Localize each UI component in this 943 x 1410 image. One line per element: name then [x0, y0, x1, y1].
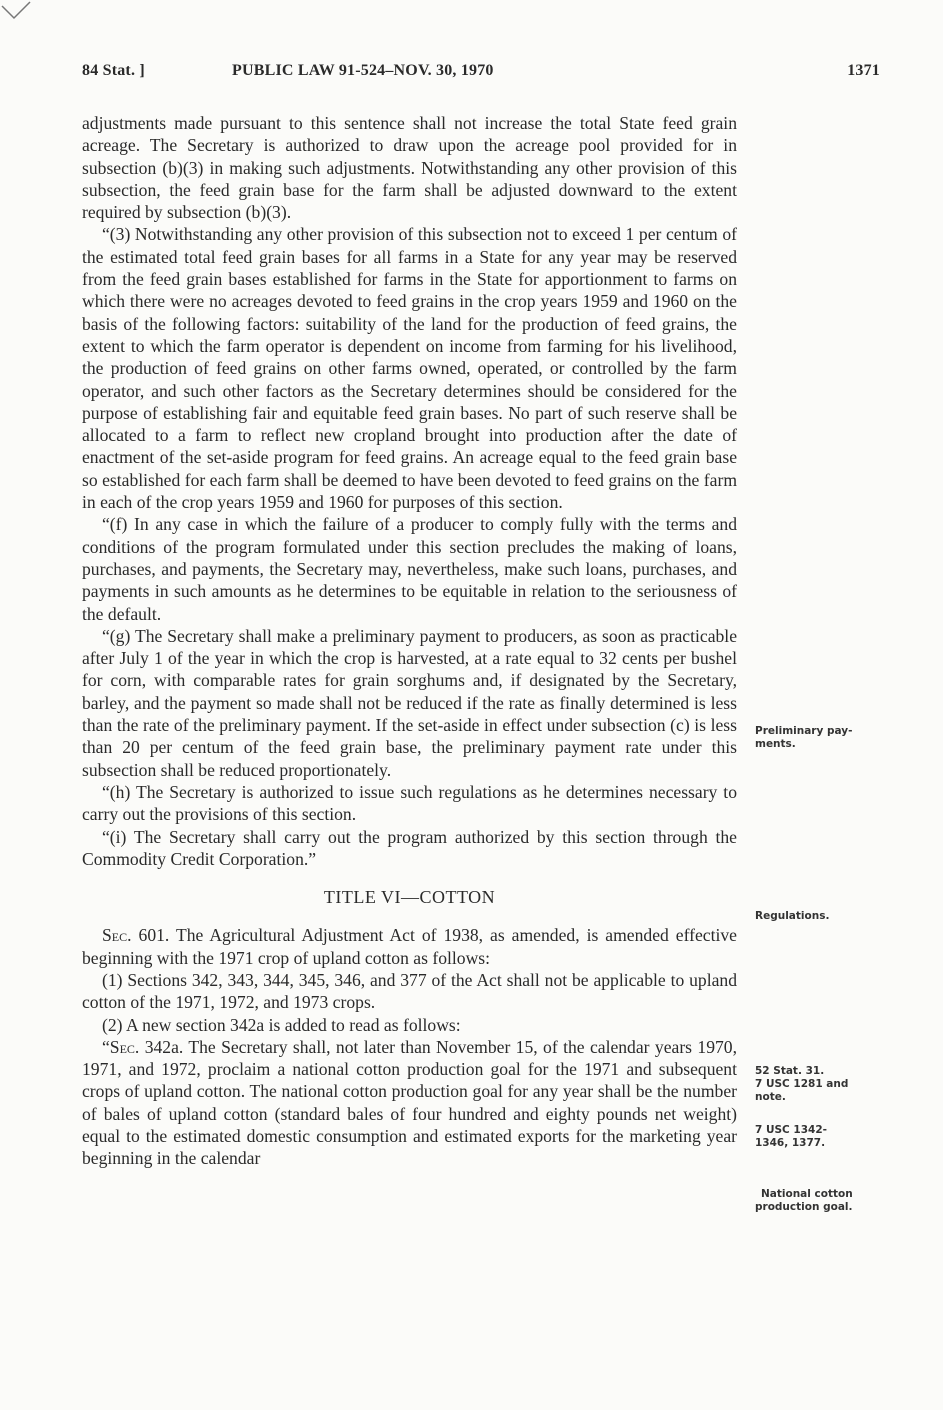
margin-note-usc — [755, 1124, 883, 1150]
paragraph-h: “(h) The Secretary is authorized to issue such regulations as he determines necessary to carry out the provisions of this section. — [82, 781, 737, 825]
margin-note-line: National cotton — [761, 1188, 853, 1200]
margin-note-line: note. — [755, 1091, 786, 1103]
corner-mark — [0, 0, 40, 40]
paragraph-sec-601 — [82, 924, 737, 969]
paragraph-3: “(3) Notwithstanding any other provision of this subsection not to exceed 1 per centum of the estimated total feed grain bases for all farms in a State for any year may be reserved from the feed grain bases established for farms in the State for apportionment to farms on which there were no acreages devoted to feed grains in the crop years 1959 and 1960 on the basis of the following factors: suitability of the land for the production of feed grains, the extent to which the farm operator is dependent on income from farming for his livelihood, the production of feed grains on other farms owned, operated, or controlled by the farm operator, and such other factors as the Secretary determines should be considered for the purpose of establishing fair and equitable feed grain bases. No part of such reserve shall be allocated to a farm to reflect new cropland brought into production after the date of enactment of the set-aside program for feed grains. An acreage equal to the feed grain base so established for each farm shall be deemed to have been devoted to feed grains on the farm in each of the crop years 1959 and 1960 for purposes of this section. — [82, 224, 737, 513]
margin-note-line: 52 Stat. 31. — [755, 1065, 825, 1077]
margin-note-preliminary-payments — [755, 725, 883, 751]
page-header — [82, 62, 880, 88]
margin-note-line: production goal. — [755, 1201, 853, 1213]
margin-note-line: Preliminary pay- — [755, 725, 853, 737]
sec-342a-text: 342a. The Secretary shall, not later than November 15, of the calendar years 1970, 1971, and 1972, proclaim a national cotton production goal for the 1971 and subsequent crops of upland cotton. The national cotton production goal for any year shall be the number of bales of upland cotton (standard bales of four hundred and eighty pounds net weight) equal to the estimated domestic consumption and estimated exports for the marketing year beginning in the calendar — [82, 1036, 737, 1169]
paragraph-adjustments: adjustments made pursuant to this sentence shall not increase the total State feed grain acreage. The Secretary is authorized to draw upon the acreage pool provided for in subsection (b)(3) in making such adjustments. Notwithstanding any other provision of this subsection, the feed grain base for the farm shall be adjusted downward to the extent required by subsection (b)(3). — [82, 113, 737, 223]
paragraph-g: “(g) The Secretary shall make a preliminary payment to producers, as soon as practicable after July 1 of the year in which the crop is harvested, at a rate equal to 32 cents per bushel for corn, with comparable rates for grain sorghums and, if designated by the Secretary, barley, and the payment so made shall not be reduced if the rate as finally determined is less than the rate of the preliminary payment. If the set-aside in effect under subsection (c) is less than 20 per centum of the feed grain base, the preliminary payment rate under this subsection shall be reduced proportionately. — [82, 625, 737, 780]
margin-note-national-cotton-goal — [755, 1188, 883, 1214]
paragraph-2: (2) A new section 342a is added to read as follows: — [102, 1014, 461, 1035]
sec-342a-label: “Sec. — [102, 1036, 140, 1057]
margin-note-line: 1346, 1377. — [755, 1137, 826, 1149]
title-vi-heading: TITLE VI—COTTON — [323, 887, 496, 908]
margin-note-line: 7 USC 1281 and — [755, 1078, 849, 1090]
sec-601-text: 601. The Agricultural Adjustment Act of 1938, as amended, is amended effective beginning with the 1971 crop of upland cotton as follows: — [82, 925, 737, 968]
paragraph-f: “(f) In any case in which the failure of a producer to comply fully with the terms and conditions of the program formulated under this section precludes the making of loans, purchases, and payments, the Secretary may, nevertheless, make such loans, purchases, and payments in such amounts as he determines to be equitable in relation to the seriousness of the default. — [82, 514, 737, 624]
paragraph-i: “(i) The Secretary shall carry out the program authorized by this section through the Commodity Credit Corporation.” — [82, 826, 737, 869]
body-text — [82, 112, 737, 1170]
header-title: PUBLIC LAW 91-524–NOV. 30, 1970 — [232, 62, 494, 79]
margin-note-stat — [755, 1065, 883, 1104]
margin-note-line: ments. — [755, 738, 796, 750]
paragraph-sec-342a — [82, 1036, 737, 1170]
header-volume: 84 Stat. ] — [82, 62, 145, 79]
margin-note-line: Regulations. — [755, 910, 830, 922]
margin-note-regulations — [755, 910, 883, 923]
header-page-number: 1371 — [847, 62, 880, 79]
margin-note-line: 7 USC 1342- — [755, 1124, 827, 1136]
sec-601-label: Sec. — [102, 925, 132, 946]
paragraph-1: (1) Sections 342, 343, 344, 345, 346, and 377 of the Act shall not be applicable to upland cotton of the 1971, 1972, and 1973 crops. — [82, 969, 737, 1013]
